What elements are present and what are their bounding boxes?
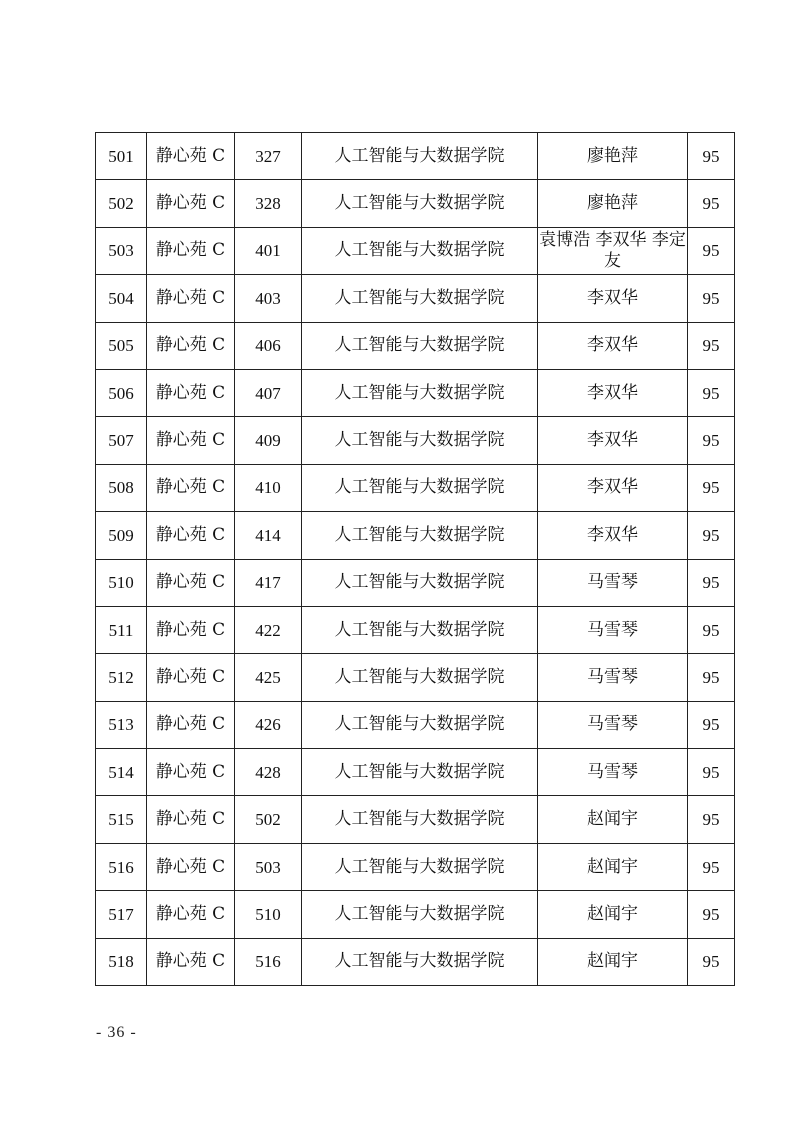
score-cell: 95 <box>688 464 735 511</box>
score-cell: 95 <box>688 891 735 938</box>
score-cell: 95 <box>688 701 735 748</box>
score-cell: 95 <box>688 843 735 890</box>
table-row <box>96 843 735 890</box>
building-cell: 静心苑 C <box>147 891 235 938</box>
score-cell: 95 <box>688 322 735 369</box>
score-cell: 95 <box>688 133 735 180</box>
teacher-cell: 赵闻宇 <box>538 796 688 843</box>
room-number-cell: 407 <box>235 369 302 416</box>
building-cell: 静心苑 C <box>147 275 235 322</box>
college-cell: 人工智能与大数据学院 <box>302 701 538 748</box>
table-row <box>96 749 735 796</box>
college-cell: 人工智能与大数据学院 <box>302 843 538 890</box>
teacher-cell: 袁博浩 李双华 李定友 <box>538 227 688 274</box>
college-cell: 人工智能与大数据学院 <box>302 464 538 511</box>
teacher-cell: 李双华 <box>538 464 688 511</box>
score-cell: 95 <box>688 938 735 985</box>
score-cell: 95 <box>688 654 735 701</box>
row-number-cell: 503 <box>96 227 147 274</box>
teacher-cell: 马雪琴 <box>538 749 688 796</box>
room-number-cell: 409 <box>235 417 302 464</box>
building-cell: 静心苑 C <box>147 227 235 274</box>
row-number-cell: 518 <box>96 938 147 985</box>
score-cell: 95 <box>688 275 735 322</box>
dormitory-score-table <box>95 132 735 986</box>
room-number-cell: 425 <box>235 654 302 701</box>
teacher-cell: 廖艳萍 <box>538 180 688 227</box>
building-cell: 静心苑 C <box>147 417 235 464</box>
row-number-cell: 512 <box>96 654 147 701</box>
teacher-cell: 马雪琴 <box>538 606 688 653</box>
score-cell: 95 <box>688 512 735 559</box>
building-cell: 静心苑 C <box>147 322 235 369</box>
building-cell: 静心苑 C <box>147 180 235 227</box>
row-number-cell: 513 <box>96 701 147 748</box>
teacher-cell: 李双华 <box>538 369 688 416</box>
row-number-cell: 511 <box>96 606 147 653</box>
row-number-cell: 507 <box>96 417 147 464</box>
room-number-cell: 516 <box>235 938 302 985</box>
table-body <box>96 133 735 986</box>
room-number-cell: 503 <box>235 843 302 890</box>
room-number-cell: 417 <box>235 559 302 606</box>
college-cell: 人工智能与大数据学院 <box>302 606 538 653</box>
table-row <box>96 559 735 606</box>
score-cell: 95 <box>688 227 735 274</box>
building-cell: 静心苑 C <box>147 559 235 606</box>
college-cell: 人工智能与大数据学院 <box>302 417 538 464</box>
score-cell: 95 <box>688 749 735 796</box>
college-cell: 人工智能与大数据学院 <box>302 796 538 843</box>
row-number-cell: 506 <box>96 369 147 416</box>
college-cell: 人工智能与大数据学院 <box>302 180 538 227</box>
college-cell: 人工智能与大数据学院 <box>302 938 538 985</box>
building-cell: 静心苑 C <box>147 701 235 748</box>
row-number-cell: 505 <box>96 322 147 369</box>
table-row <box>96 417 735 464</box>
row-number-cell: 510 <box>96 559 147 606</box>
building-cell: 静心苑 C <box>147 606 235 653</box>
teacher-cell: 李双华 <box>538 322 688 369</box>
college-cell: 人工智能与大数据学院 <box>302 891 538 938</box>
teacher-cell: 李双华 <box>538 275 688 322</box>
row-number-cell: 504 <box>96 275 147 322</box>
table-row <box>96 180 735 227</box>
table-row <box>96 369 735 416</box>
table-row <box>96 654 735 701</box>
row-number-cell: 515 <box>96 796 147 843</box>
table-row <box>96 701 735 748</box>
teacher-cell: 赵闻宇 <box>538 938 688 985</box>
building-cell: 静心苑 C <box>147 938 235 985</box>
score-cell: 95 <box>688 417 735 464</box>
teacher-cell: 李双华 <box>538 417 688 464</box>
table-row <box>96 322 735 369</box>
building-cell: 静心苑 C <box>147 369 235 416</box>
score-cell: 95 <box>688 369 735 416</box>
row-number-cell: 509 <box>96 512 147 559</box>
college-cell: 人工智能与大数据学院 <box>302 133 538 180</box>
row-number-cell: 517 <box>96 891 147 938</box>
table-row <box>96 275 735 322</box>
building-cell: 静心苑 C <box>147 843 235 890</box>
row-number-cell: 514 <box>96 749 147 796</box>
college-cell: 人工智能与大数据学院 <box>302 322 538 369</box>
college-cell: 人工智能与大数据学院 <box>302 512 538 559</box>
score-cell: 95 <box>688 796 735 843</box>
score-cell: 95 <box>688 606 735 653</box>
college-cell: 人工智能与大数据学院 <box>302 654 538 701</box>
row-number-cell: 502 <box>96 180 147 227</box>
page-number: - 36 - <box>96 1024 137 1041</box>
room-number-cell: 406 <box>235 322 302 369</box>
room-number-cell: 422 <box>235 606 302 653</box>
teacher-cell: 赵闻宇 <box>538 891 688 938</box>
room-number-cell: 403 <box>235 275 302 322</box>
table-row <box>96 512 735 559</box>
room-number-cell: 414 <box>235 512 302 559</box>
teacher-cell: 马雪琴 <box>538 654 688 701</box>
row-number-cell: 501 <box>96 133 147 180</box>
table-row <box>96 796 735 843</box>
building-cell: 静心苑 C <box>147 654 235 701</box>
college-cell: 人工智能与大数据学院 <box>302 749 538 796</box>
room-number-cell: 426 <box>235 701 302 748</box>
teacher-cell: 赵闻宇 <box>538 843 688 890</box>
room-number-cell: 401 <box>235 227 302 274</box>
teacher-cell: 廖艳萍 <box>538 133 688 180</box>
building-cell: 静心苑 C <box>147 512 235 559</box>
room-number-cell: 327 <box>235 133 302 180</box>
row-number-cell: 508 <box>96 464 147 511</box>
room-number-cell: 410 <box>235 464 302 511</box>
table-row <box>96 891 735 938</box>
room-number-cell: 328 <box>235 180 302 227</box>
row-number-cell: 516 <box>96 843 147 890</box>
teacher-cell: 马雪琴 <box>538 559 688 606</box>
college-cell: 人工智能与大数据学院 <box>302 275 538 322</box>
building-cell: 静心苑 C <box>147 749 235 796</box>
building-cell: 静心苑 C <box>147 133 235 180</box>
table-row <box>96 464 735 511</box>
room-number-cell: 510 <box>235 891 302 938</box>
teacher-cell: 李双华 <box>538 512 688 559</box>
college-cell: 人工智能与大数据学院 <box>302 227 538 274</box>
room-number-cell: 428 <box>235 749 302 796</box>
table-row <box>96 227 735 274</box>
table-row <box>96 606 735 653</box>
college-cell: 人工智能与大数据学院 <box>302 369 538 416</box>
teacher-cell: 马雪琴 <box>538 701 688 748</box>
score-cell: 95 <box>688 180 735 227</box>
college-cell: 人工智能与大数据学院 <box>302 559 538 606</box>
table-row <box>96 133 735 180</box>
table-row <box>96 938 735 985</box>
score-cell: 95 <box>688 559 735 606</box>
building-cell: 静心苑 C <box>147 464 235 511</box>
room-number-cell: 502 <box>235 796 302 843</box>
building-cell: 静心苑 C <box>147 796 235 843</box>
